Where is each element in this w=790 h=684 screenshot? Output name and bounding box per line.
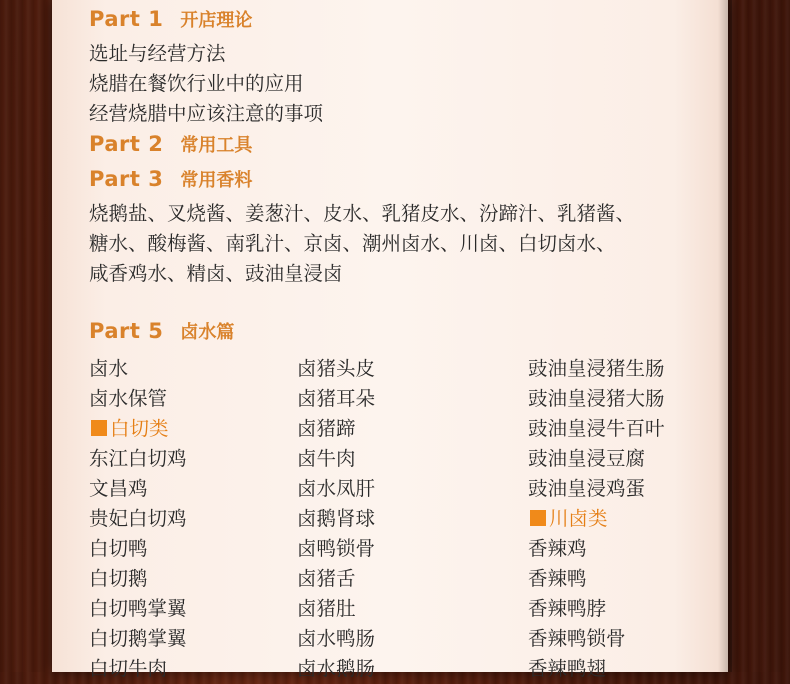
category-label — [528, 504, 665, 534]
recipe-item — [528, 444, 665, 474]
recipe-item — [297, 594, 375, 624]
item-text: 东江白切鸡 — [89, 447, 187, 470]
item-text: 香辣鸭翅 — [528, 657, 607, 680]
category-label — [89, 414, 187, 444]
part-label: Part 3 — [89, 167, 164, 191]
recipe-item — [297, 384, 375, 414]
recipe-item — [297, 414, 375, 444]
part3-line: 烧鹅盐、叉烧酱、姜葱汁、皮水、乳猪皮水、汾蹄汁、乳猪酱、 — [89, 202, 636, 225]
recipe-item — [528, 354, 665, 384]
item-text: 卤水保管 — [89, 387, 168, 410]
part1-line: 经营烧腊中应该注意的事项 — [89, 102, 324, 125]
item-text: 卤猪蹄 — [297, 417, 356, 440]
item-text: 白切鸭 — [89, 537, 148, 560]
square-bullet-icon — [91, 420, 107, 436]
part3-line: 咸香鸡水、精卤、豉油皇浸卤 — [89, 262, 343, 285]
item-text: 卤牛肉 — [297, 447, 356, 470]
recipe-item — [528, 534, 665, 564]
item-text: 卤猪肚 — [297, 597, 356, 620]
item-text: 豉油皇浸鸡蛋 — [528, 477, 646, 500]
recipe-item — [297, 354, 375, 384]
recipe-item — [297, 474, 375, 504]
item-text: 卤鹅肾球 — [297, 507, 376, 530]
item-text: 白切鹅掌翼 — [89, 627, 187, 650]
recipe-item — [89, 534, 187, 564]
recipe-item — [528, 384, 665, 414]
recipe-item — [89, 354, 187, 384]
item-text: 卤鸭锁骨 — [297, 537, 376, 560]
item-text: 香辣鸭脖 — [528, 597, 607, 620]
item-text: 白切鸭掌翼 — [89, 597, 187, 620]
recipe-column-3 — [528, 354, 665, 684]
item-text: 卤水鸭肠 — [297, 627, 376, 650]
recipe-item — [89, 384, 187, 414]
item-text: 文昌鸡 — [89, 477, 148, 500]
section-heading-part5 — [89, 318, 234, 344]
part-label: Part 2 — [89, 132, 164, 156]
item-text: 豉油皇浸猪生肠 — [528, 357, 665, 380]
part-title: 卤水篇 — [180, 322, 235, 343]
part-label: Part 1 — [89, 7, 164, 31]
part-label: Part 5 — [89, 319, 164, 343]
recipe-item — [528, 594, 665, 624]
item-text: 卤水 — [89, 357, 129, 380]
part-title: 常用工具 — [180, 135, 253, 156]
recipe-item — [297, 504, 375, 534]
section-heading-part1 — [89, 6, 252, 32]
recipe-item — [528, 564, 665, 594]
recipe-item — [89, 444, 187, 474]
item-text: 白切牛肉 — [89, 657, 168, 680]
item-text: 香辣鸡 — [528, 537, 587, 560]
part3-line: 糖水、酸梅酱、南乳汁、京卤、潮州卤水、川卤、白切卤水、 — [89, 232, 616, 255]
item-text: 香辣鸭锁骨 — [528, 627, 626, 650]
item-text: 川卤类 — [549, 507, 608, 530]
item-text: 卤猪耳朵 — [297, 387, 376, 410]
recipe-item — [89, 504, 187, 534]
item-text: 白切鹅 — [89, 567, 148, 590]
recipe-item — [528, 414, 665, 444]
recipe-item — [528, 624, 665, 654]
recipe-column-1 — [89, 354, 187, 684]
wood-background-right — [728, 0, 790, 672]
section-heading-part3 — [89, 166, 252, 192]
part1-line: 烧腊在餐饮行业中的应用 — [89, 72, 304, 95]
item-text: 卤猪头皮 — [297, 357, 376, 380]
recipe-item — [297, 624, 375, 654]
item-text: 卤水鹅肠 — [297, 657, 376, 680]
item-text: 豉油皇浸猪大肠 — [528, 387, 665, 410]
item-text: 豉油皇浸牛百叶 — [528, 417, 665, 440]
recipe-item — [89, 624, 187, 654]
recipe-item — [89, 564, 187, 594]
part-title: 开店理论 — [180, 10, 253, 31]
recipe-item — [297, 444, 375, 474]
recipe-item — [297, 534, 375, 564]
item-text: 卤猪舌 — [297, 567, 356, 590]
square-bullet-icon — [530, 510, 546, 526]
paper-edge-shadow — [718, 0, 732, 672]
recipe-item — [297, 654, 375, 684]
recipe-column-2 — [297, 354, 375, 684]
recipe-item — [89, 594, 187, 624]
recipe-item — [528, 654, 665, 684]
recipe-item — [89, 654, 187, 684]
item-text: 豉油皇浸豆腐 — [528, 447, 646, 470]
item-text: 卤水凤肝 — [297, 477, 376, 500]
item-text: 白切类 — [110, 417, 169, 440]
recipe-item — [528, 474, 665, 504]
part1-line: 选址与经营方法 — [89, 42, 226, 65]
item-text: 贵妃白切鸡 — [89, 507, 187, 530]
recipe-item — [89, 474, 187, 504]
item-text: 香辣鸭 — [528, 567, 587, 590]
recipe-item — [297, 564, 375, 594]
section-heading-part2 — [89, 131, 252, 157]
part-title: 常用香料 — [180, 170, 253, 191]
